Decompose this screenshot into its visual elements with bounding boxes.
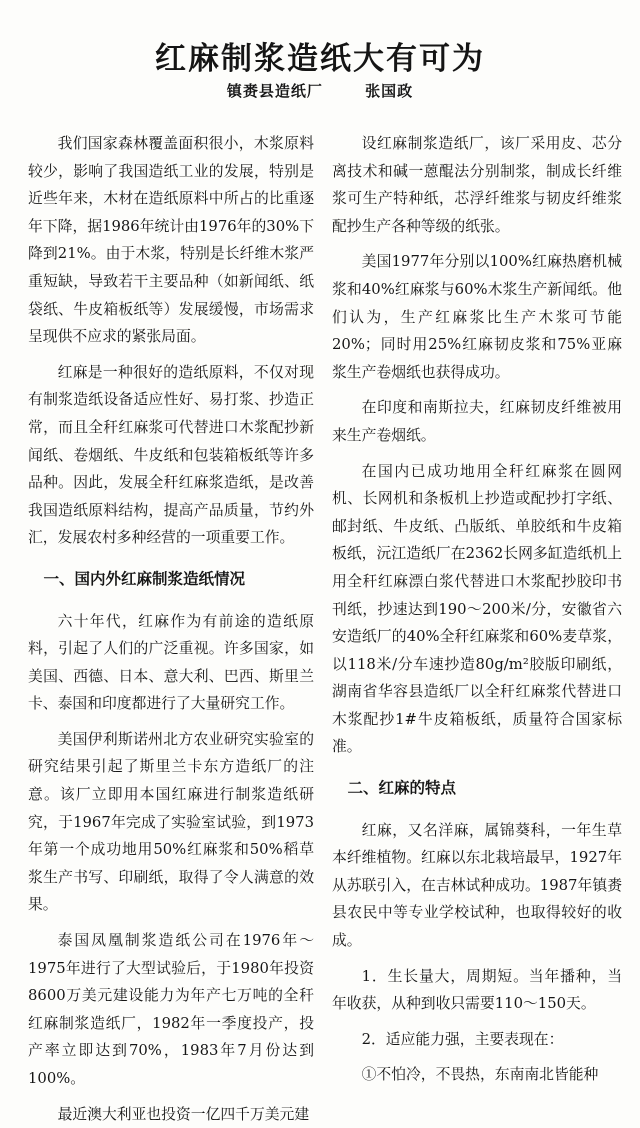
- author-name: 张国政: [365, 82, 414, 100]
- paragraph: 我们国家森林覆盖面积很小，木浆原料较少，影响了我国造纸工业的发展，特别是近些年来，木材在造纸原料中所占的比重逐年下降，据1986年统计由1976年的30%下降到21%。由于木浆，特别是长纤维木浆严重短缺，导致若干主要品种（如新闻纸、纸袋纸、牛皮箱板纸等）发展缓慢，市场需求呈现供不应求的紧张局面。: [28, 135, 314, 346]
- right-column: [332, 130, 622, 1084]
- article-title: 红麻制浆造纸大有可为: [155, 40, 485, 77]
- section-heading: 一、国内外红麻制浆造纸情况: [43, 569, 246, 588]
- paragraph: 1．生长量大，周期短。当年播种，当年收获，从种到收只需要110～150天。: [332, 967, 622, 1013]
- paragraph: 设红麻制浆造纸厂，该厂采用皮、芯分离技术和碱一蒽醌法分别制浆，制成长纤维浆可生产特种纸，芯浮纤维浆与韧皮纤维浆配抄生产各种等级的纸张。: [332, 135, 622, 235]
- paragraph: 六十年代，红麻作为有前途的造纸原料，引起了人们的广泛重视。许多国家，如美国、西德、日本、意大利、巴西、斯里兰卡、泰国和印度都进行了大量研究工作。: [28, 612, 314, 713]
- section-heading: 二、红麻的特点: [347, 779, 457, 798]
- left-column: [28, 130, 314, 1123]
- paragraph: 泰国凤凰制浆造纸公司在1976年～1975年进行了大型试验后，于1980年投资8600万美元建设能力为年产七万吨的全秆红麻制浆造纸厂，1982年一季度投产，投产率立即达到70%，1983年7月份达到100%。: [28, 932, 314, 1087]
- paragraph: 美国伊利斯诺州北方农业研究实验室的研究结果引起了斯里兰卡东方造纸厂的注意。该厂立即用本国红麻进行制浆造纸研究，于1967年完成了实验室试验，到1973年第一个成功地用50%红麻浆和50%稻草浆生产书写、印刷纸，取得了令人满意的效果。: [28, 730, 314, 914]
- paragraph: 红麻是一种很好的造纸原料，不仅对现有制浆造纸设备适应性好、易打浆、抄造正常，而且全秆红麻浆可代替进口木浆配抄新闻纸、卷烟纸、牛皮纸和包装箱板纸等许多品种。因此，发展全秆红麻浆造纸，是改善我国造纸原料结构，提高产品质量，节约外汇，发展农村多种经营的一项重要工作。: [28, 363, 314, 547]
- paragraph: 在国内已成功地用全秆红麻浆在圆网机、长网机和条板机上抄造或配抄打字纸、邮封纸、牛皮纸、凸版纸、单胶纸和牛皮箱板纸，沅江造纸厂在2362长网多缸造纸机上用全秆红麻漂白浆代替进口木浆配抄胶印书刊纸，抄速达到190～200米/分，安徽省六安造纸厂的40%全秆红麻浆和60%麦草浆，以118米/分车速抄造80g/m²胶版印刷纸，湖南省华容县造纸厂以全秆红麻浆代替进口木浆配抄1#牛皮箱板纸，质量符合国家标准。: [332, 462, 622, 756]
- paragraph: ①不怕冷，不畏热，东南南北皆能种: [361, 1066, 599, 1084]
- author-organization: 镇赉县造纸厂: [226, 82, 323, 100]
- paragraph: 最近澳大利亚也投资一亿四千万美元建: [57, 1105, 310, 1123]
- paragraph: 美国1977年分别以100%红麻热磨机械浆和40%红麻浆与60%木浆生产新闻纸。他们认为，生产红麻浆比生产木浆可节能20%；同时用25%红麻韧皮浆和75%亚麻浆生产卷烟纸也获得成功。: [332, 253, 622, 381]
- paragraph: 2．适应能力强，主要表现在：: [361, 1030, 564, 1048]
- byline: [0, 80, 640, 101]
- paragraph: 在印度和南斯拉夫，红麻韧皮纤维被用来生产卷烟纸。: [332, 399, 622, 444]
- paragraph: 红麻，又名洋麻，属锦葵科，一年生草本纤维植物。红麻以东北栽培最早，1927年从苏联引入，在吉林试种成功。1987年镇赉县农民中等专业学校试种，也取得较好的收成。: [332, 821, 622, 950]
